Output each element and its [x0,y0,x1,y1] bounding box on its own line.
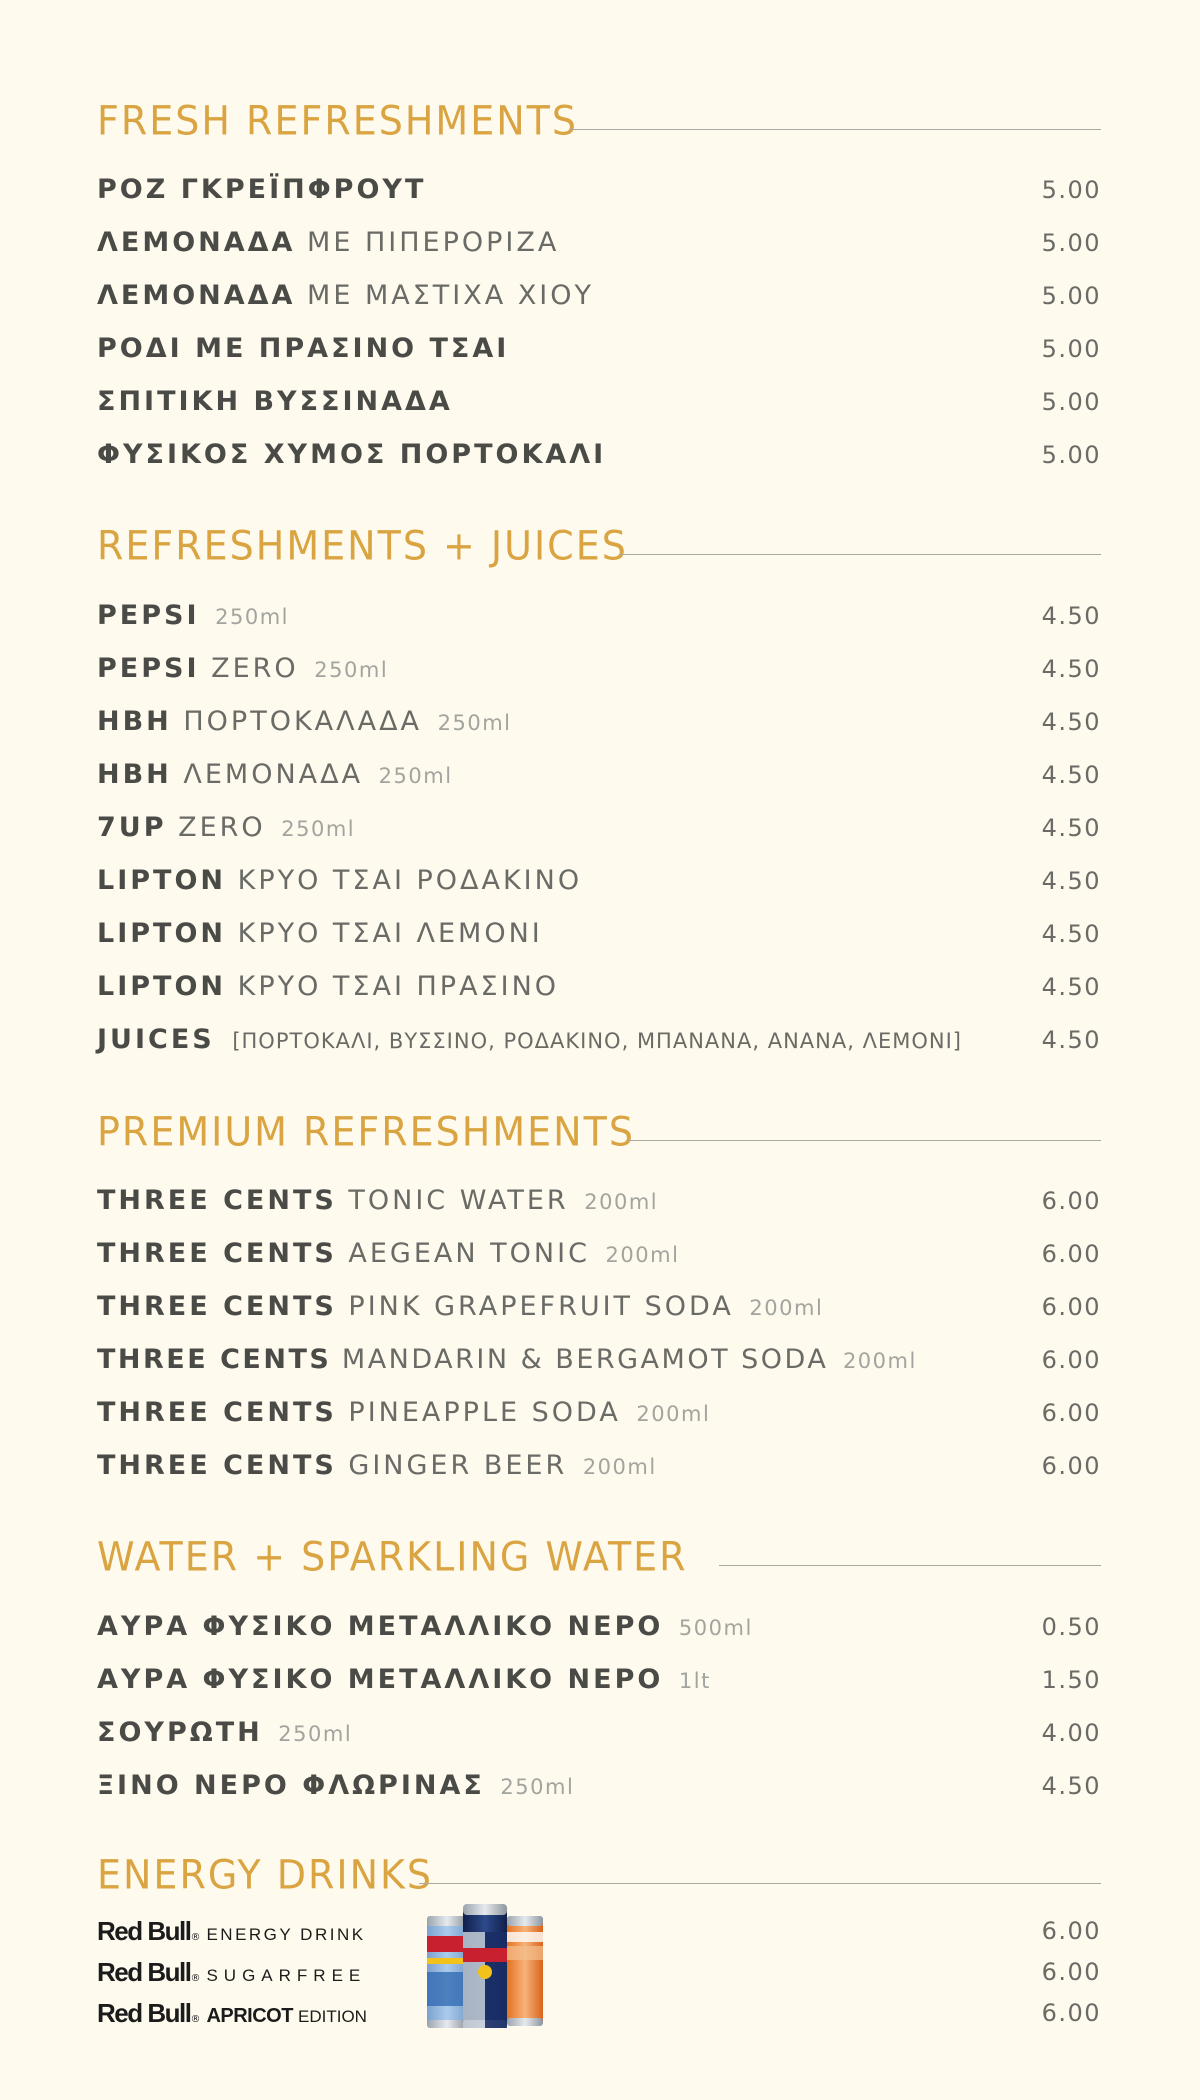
item-size: 250ml [215,604,289,629]
item-price: 6.00 [1041,1452,1101,1480]
item-brand: THREE CENTS [97,1290,337,1322]
menu-item [97,1234,1101,1274]
menu-item [97,914,1101,954]
item-size: 250ml [281,816,356,841]
item-brand: ΑΥΡΑ ΦΥΣΙΚΟ ΜΕΤΑΛΛΙΚΟ ΝΕΡΟ [97,1610,664,1642]
item-description: ZERO [178,811,266,843]
menu-item [97,702,1101,742]
item-price: 4.50 [1041,920,1101,948]
item-price: 6.00 [1041,1293,1101,1321]
menu-item [97,649,1101,689]
item-price: 1.50 [1041,1666,1101,1694]
menu-item [97,170,1101,210]
section-premium-refreshments [97,1107,1101,1157]
energy-item [97,1912,1101,1950]
menu-item [97,276,1101,316]
item-description: ΚΡΥΟ ΤΣΑΙ ΠΡΑΣΙΝΟ [237,971,560,1002]
menu-item [97,435,1101,475]
item-size: 250ml [378,763,453,788]
item-price: 6.00 [1041,1999,1101,2027]
section-divider [569,129,1101,130]
item-brand: LIPTON [97,971,227,1002]
section-title: FRESH REFRESHMENTS [97,97,578,145]
item-brand: ΞΙΝΟ ΝΕΡΟ ΦΛΩΡΙΝΑΣ [97,1769,485,1801]
menu-item [97,808,1101,848]
item-size: 200ml [842,1348,917,1373]
section-divider [719,1565,1101,1566]
item-variant-suffix: EDITION [298,2006,367,2026]
item-brand: PEPSI [97,652,200,684]
item-description: TONIC WATER [348,1184,569,1216]
item-size: 500ml [678,1615,753,1640]
item-price: 5.00 [1041,229,1101,257]
item-name: ΣΠΙΤΙΚΗ ΒΥΣΣΙΝΑΔΑ [97,386,453,417]
item-description: AEGEAN TONIC [348,1237,590,1269]
can-sugarfree [427,1916,467,2028]
item-brand: ΛΕΜΟΝΑΔΑ [97,227,296,258]
item-price: 6.00 [1041,1187,1101,1215]
item-description: ΠΟΡΤΟΚΑΛΑΔΑ [183,705,423,737]
red-bull-logo: Red Bull [97,1915,191,1946]
can-energy-drink [463,1904,507,2028]
item-price: 4.50 [1041,1772,1101,1800]
section-divider [419,1883,1101,1884]
item-price: 6.00 [1041,1240,1101,1268]
red-bull-logo: Red Bull [97,1956,191,1987]
menu-item [97,967,1101,1007]
menu-item [97,1181,1101,1221]
red-bull-logo: Red Bull [97,1997,191,2028]
item-size: 200ml [584,1189,659,1214]
item-price: 6.00 [1041,1399,1101,1427]
item-size: 200ml [749,1295,824,1320]
registered-mark: ® [190,1931,201,1943]
menu-item [97,1340,1101,1380]
item-brand: ΛΕΜΟΝΑΔΑ [97,280,296,311]
menu-item [97,596,1101,636]
item-brand: ΗΒΗ [97,758,172,790]
item-price: 6.00 [1041,1917,1101,1945]
red-bull-cans-image [425,1902,550,2030]
item-size: 250ml [437,710,512,735]
item-detail: [ΠΟΡΤΟΚΑΛΙ, ΒΥΣΣΙΝΟ, ΡΟΔΑΚΙΝΟ, ΜΠΑΝΑΝΑ, ΑΝΑΝΑ, ΛΕΜΟΝΙ] [232,1028,962,1053]
energy-item [97,1953,1101,1991]
item-variant: APRICOT [206,2004,293,2027]
item-size: 200ml [605,1242,680,1267]
section-header [97,96,1101,146]
section-title: ENERGY DRINKS [97,1851,434,1899]
registered-mark: ® [190,1972,201,1984]
registered-mark: ® [190,2013,201,2025]
menu-item [97,1660,1101,1700]
item-price: 5.00 [1041,388,1101,416]
item-description: PINEAPPLE SODA [348,1396,621,1428]
item-description: MANDARIN & BERGAMOT SODA [341,1343,829,1375]
menu-item [97,1446,1101,1486]
menu-item [97,1020,1101,1060]
section-header [97,1107,1101,1157]
menu-item [97,755,1101,795]
item-price: 4.50 [1041,708,1101,736]
item-name: ΦΥΣΙΚΟΣ ΧΥΜΟΣ ΠΟΡΤΟΚΑΛΙ [97,439,607,470]
item-description: PINK GRAPEFRUIT SODA [348,1290,734,1322]
item-name: ΡΟΔΙ ΜΕ ΠΡΑΣΙΝΟ ΤΣΑΙ [97,333,510,364]
item-description: ΜΕ ΠΙΠΕΡΟΡΙΖΑ [307,227,560,258]
menu-item [97,223,1101,263]
item-brand: ΗΒΗ [97,705,172,737]
item-variant: ENERGY DRINK [206,1924,366,1944]
section-header [97,1532,1101,1582]
item-price: 5.00 [1041,282,1101,310]
item-description: ΚΡΥΟ ΤΣΑΙ ΡΟΔΑΚΙΝΟ [237,865,583,896]
item-brand: LIPTON [97,865,227,896]
item-brand: JUICES [97,1023,215,1055]
section-header [97,521,1101,571]
energy-item [97,1994,1101,2032]
section-title: WATER + SPARKLING WATER [97,1533,688,1581]
item-brand: PEPSI [97,599,200,631]
section-divider [627,1140,1101,1141]
section-title: PREMIUM REFRESHMENTS [97,1108,635,1156]
item-name: ΡΟΖ ΓΚΡΕΪΠΦΡΟΥΤ [97,174,427,205]
item-price: 6.00 [1041,1958,1101,1986]
menu-item [97,861,1101,901]
section-water [97,1532,1101,1582]
item-brand: LIPTON [97,918,227,949]
item-brand: THREE CENTS [97,1184,337,1216]
section-title: REFRESHMENTS + JUICES [97,522,628,570]
menu-item [97,329,1101,369]
can-apricot [507,1916,543,2026]
item-size: 200ml [636,1401,711,1426]
menu-item [97,1393,1101,1433]
section-energy-drinks [97,1850,1101,1900]
item-price: 4.50 [1041,814,1101,842]
item-price: 4.00 [1041,1719,1101,1747]
item-brand: ΑΥΡΑ ΦΥΣΙΚΟ ΜΕΤΑΛΛΙΚΟ ΝΕΡΟ [97,1663,664,1695]
item-price: 5.00 [1041,335,1101,363]
item-price: 4.50 [1041,973,1101,1001]
item-price: 4.50 [1041,655,1101,683]
menu-item [97,382,1101,422]
item-description: ΛΕΜΟΝΑΔΑ [183,758,364,790]
item-brand: THREE CENTS [97,1396,337,1428]
menu-item [97,1766,1101,1806]
item-price: 4.50 [1041,1026,1101,1054]
item-price: 0.50 [1041,1613,1101,1641]
menu-item [97,1713,1101,1753]
item-description: ΜΕ ΜΑΣΤΙΧΑ ΧΙΟΥ [307,280,595,311]
menu-item [97,1607,1101,1647]
section-divider [619,554,1101,555]
item-brand: THREE CENTS [97,1343,332,1375]
item-size: 1lt [678,1668,711,1693]
item-size: 250ml [278,1721,353,1746]
item-variant: SUGARFREE [206,1965,367,1985]
section-refreshments-juices [97,521,1101,571]
item-size: 200ml [582,1454,657,1479]
item-size: 250ml [500,1774,575,1799]
item-description: GINGER BEER [348,1449,568,1481]
section-header [97,1850,1101,1900]
item-description: ZERO [211,652,299,684]
section-fresh-refreshments [97,96,1101,146]
item-price: 5.00 [1041,176,1101,204]
item-description: ΚΡΥΟ ΤΣΑΙ ΛΕΜΟΝΙ [237,918,543,949]
item-price: 4.50 [1041,867,1101,895]
item-price: 4.50 [1041,761,1101,789]
item-brand: ΣΟΥΡΩΤΗ [97,1716,263,1748]
item-size: 250ml [314,657,389,682]
item-price: 6.00 [1041,1346,1101,1374]
item-brand: 7UP [97,811,167,843]
item-price: 5.00 [1041,441,1101,469]
menu-item [97,1287,1101,1327]
item-brand: THREE CENTS [97,1449,337,1481]
item-brand: THREE CENTS [97,1237,337,1269]
item-price: 4.50 [1041,602,1101,630]
